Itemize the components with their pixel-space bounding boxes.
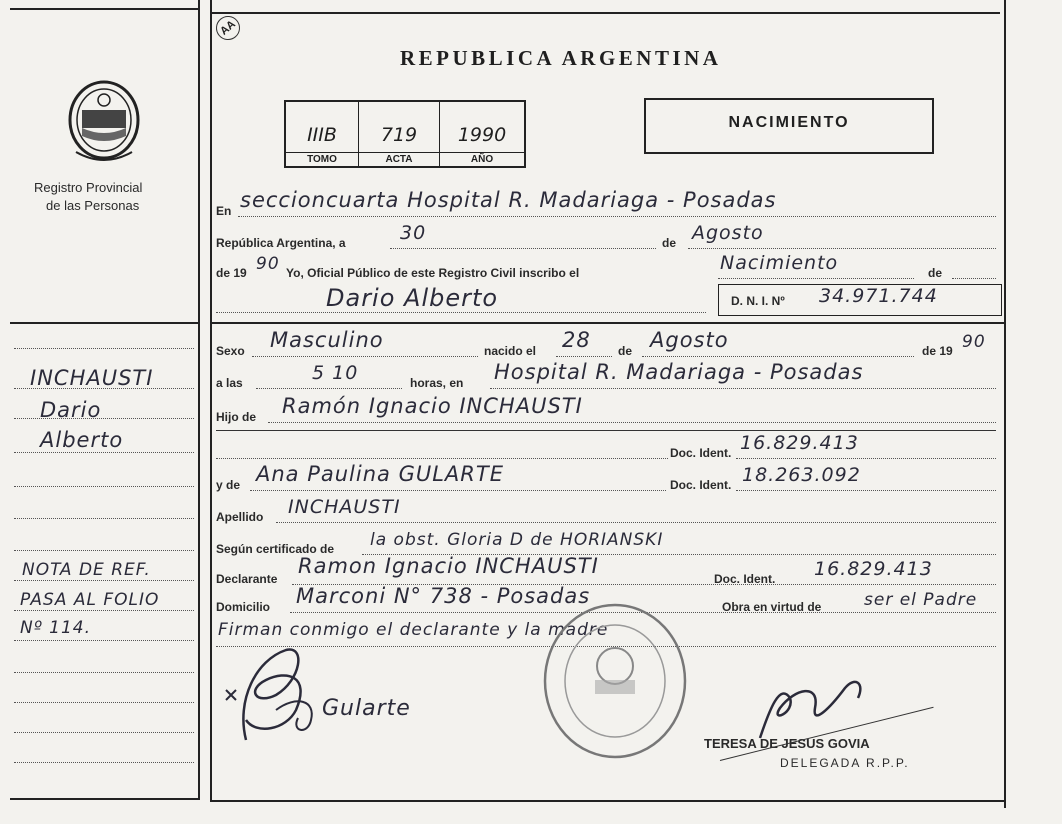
dni-value: 34.971.744	[819, 285, 938, 307]
birth-day-value: 28	[562, 328, 591, 352]
bottom-border-left	[10, 798, 200, 800]
margin-name2: Alberto	[40, 428, 124, 452]
a-las-label: a las	[216, 376, 243, 390]
margin-note-2: PASA AL FOLIO	[20, 590, 160, 610]
dni-box	[718, 284, 1002, 316]
margin-line-5	[14, 486, 194, 487]
margin-line-13	[14, 732, 194, 733]
sex-line	[252, 356, 478, 357]
officer-title: DELEGADA R.P.P.	[780, 756, 910, 770]
time-line	[256, 388, 402, 389]
year-suffix: 90	[256, 254, 280, 274]
top-border-right	[210, 12, 1000, 14]
bottom-border-right	[210, 800, 1004, 802]
domicilio-label: Domicilio	[216, 600, 271, 614]
margin-line-11	[14, 672, 194, 673]
father-doc-pre-line	[216, 458, 668, 459]
birth-place-value: Hospital R. Madariaga - Posadas	[494, 360, 864, 384]
place-value: seccioncuarta Hospital R. Madariaga - Posadas	[240, 188, 777, 212]
sex-value: Masculino	[270, 328, 384, 352]
surname-line	[276, 522, 996, 523]
certificate-type: NACIMIENTO	[728, 114, 850, 131]
official-seal-icon	[540, 600, 690, 762]
main-section-divider	[210, 322, 1004, 324]
tomo-value: IIIB	[307, 124, 337, 146]
horas-label: horas, en	[410, 376, 464, 390]
margin-line-14	[14, 762, 194, 763]
birth-month-line	[642, 356, 914, 357]
place-line	[238, 216, 996, 217]
acta-cell	[359, 102, 440, 166]
sexo-label: Sexo	[216, 344, 245, 358]
father-doc-value: 16.829.413	[740, 432, 859, 454]
day-line	[390, 248, 656, 249]
mother-line	[250, 490, 666, 491]
doc-label-2: Doc. Ident.	[670, 478, 732, 492]
birth-year-prefix: de 19	[922, 344, 953, 358]
tomo-cell	[286, 102, 359, 166]
hijo-label: Hijo de	[216, 410, 257, 424]
declarant-signature-icon	[216, 640, 346, 750]
y-de-label: y de	[216, 478, 241, 492]
margin-line-1	[14, 348, 194, 349]
doc-label-3: Doc. Ident.	[714, 572, 776, 586]
mother-signature: Gularte	[322, 696, 411, 721]
child-names-line	[216, 312, 706, 313]
birth-month-value: Agosto	[650, 328, 729, 352]
yo-label: Yo, Oficial Público de este Registro Civil inscribo el	[286, 266, 580, 280]
margin-line-12	[14, 702, 194, 703]
obra-value: ser el Padre	[864, 590, 978, 610]
corner-mark-text: AA	[218, 18, 238, 38]
left-column-divider	[198, 0, 200, 800]
mother-doc-line	[736, 490, 996, 491]
anio-label: AÑO	[440, 152, 524, 166]
father-doc-line	[736, 458, 996, 459]
certificate-type-box	[644, 98, 934, 154]
mother-value: Ana Paulina GULARTE	[256, 462, 504, 486]
surname-value: INCHAUSTI	[288, 496, 401, 518]
birth-place-line	[490, 388, 996, 389]
corner-mark	[211, 11, 245, 45]
de-label-3: de	[618, 344, 633, 358]
remarks-value: Firman conmigo el declarante y la madre	[218, 620, 609, 640]
declarant-value: Ramon Ignacio INCHAUSTI	[298, 554, 599, 578]
apellido-label: Apellido	[216, 510, 264, 524]
obra-label: Obra en virtud de	[722, 600, 822, 614]
province-emblem-icon	[66, 80, 142, 166]
left-section-divider	[10, 322, 200, 324]
act-type-line	[718, 278, 914, 279]
mother-doc-value: 18.263.092	[742, 464, 861, 486]
doc-label: Doc. Ident.	[670, 446, 732, 460]
margin-note-3: Nº 114.	[20, 618, 91, 638]
certificate-value: la obst. Gloria D de HORIANSKI	[370, 530, 664, 550]
registry-name-line1: Registro Provincial	[34, 180, 143, 195]
margin-line-9	[14, 610, 194, 611]
top-border-left	[10, 8, 200, 10]
en-label: En	[216, 204, 232, 218]
acta-value: 719	[380, 124, 418, 146]
de-line	[952, 278, 996, 279]
nacido-label: nacido el	[484, 344, 537, 358]
father-value: Ramón Ignacio INCHAUSTI	[282, 394, 583, 418]
margin-line-6	[14, 518, 194, 519]
officer-signature-icon	[750, 668, 880, 744]
segun-label: Según certificado de	[216, 542, 335, 556]
acta-label: ACTA	[359, 152, 439, 166]
address-value: Marconi N° 738 - Posadas	[296, 584, 591, 608]
time-value: 5 10	[312, 362, 359, 384]
de-label: de	[662, 236, 677, 250]
record-reference-box	[284, 100, 526, 168]
act-type-value: Nacimiento	[720, 252, 839, 274]
margin-note-1: NOTA DE REF.	[22, 560, 151, 580]
margin-line-10	[14, 640, 194, 641]
year-prefix: de 19	[216, 266, 247, 280]
margin-line-7	[14, 550, 194, 551]
declarant-doc-value: 16.829.413	[814, 558, 933, 580]
republica-label: República Argentina, a	[216, 236, 346, 250]
month-line	[688, 248, 996, 249]
month-value: Agosto	[692, 222, 764, 244]
child-names-value: Dario Alberto	[326, 284, 499, 312]
document-title: REPUBLICA ARGENTINA	[400, 46, 722, 70]
anio-value: 1990	[457, 124, 507, 146]
margin-surname: INCHAUSTI	[30, 366, 154, 390]
birth-year-suffix: 90	[962, 332, 986, 352]
dni-label: D. N. I. Nº	[731, 294, 785, 308]
main-left-border	[210, 0, 212, 802]
margin-line-4	[14, 452, 194, 453]
registry-name-line2: de las Personas	[46, 198, 140, 213]
day-value: 30	[400, 222, 427, 244]
margin-line-8	[14, 580, 194, 581]
de-label-2: de	[928, 266, 943, 280]
father-underline	[216, 430, 996, 431]
father-line	[268, 422, 996, 423]
declarante-label: Declarante	[216, 572, 278, 586]
officer-name: TERESA DE JESUS GOVIA	[704, 736, 870, 751]
anio-cell	[440, 102, 524, 166]
birth-day-line	[556, 356, 612, 357]
margin-name1: Dario	[40, 398, 102, 422]
tomo-label: TOMO	[286, 152, 358, 166]
main-right-border	[1004, 0, 1006, 808]
